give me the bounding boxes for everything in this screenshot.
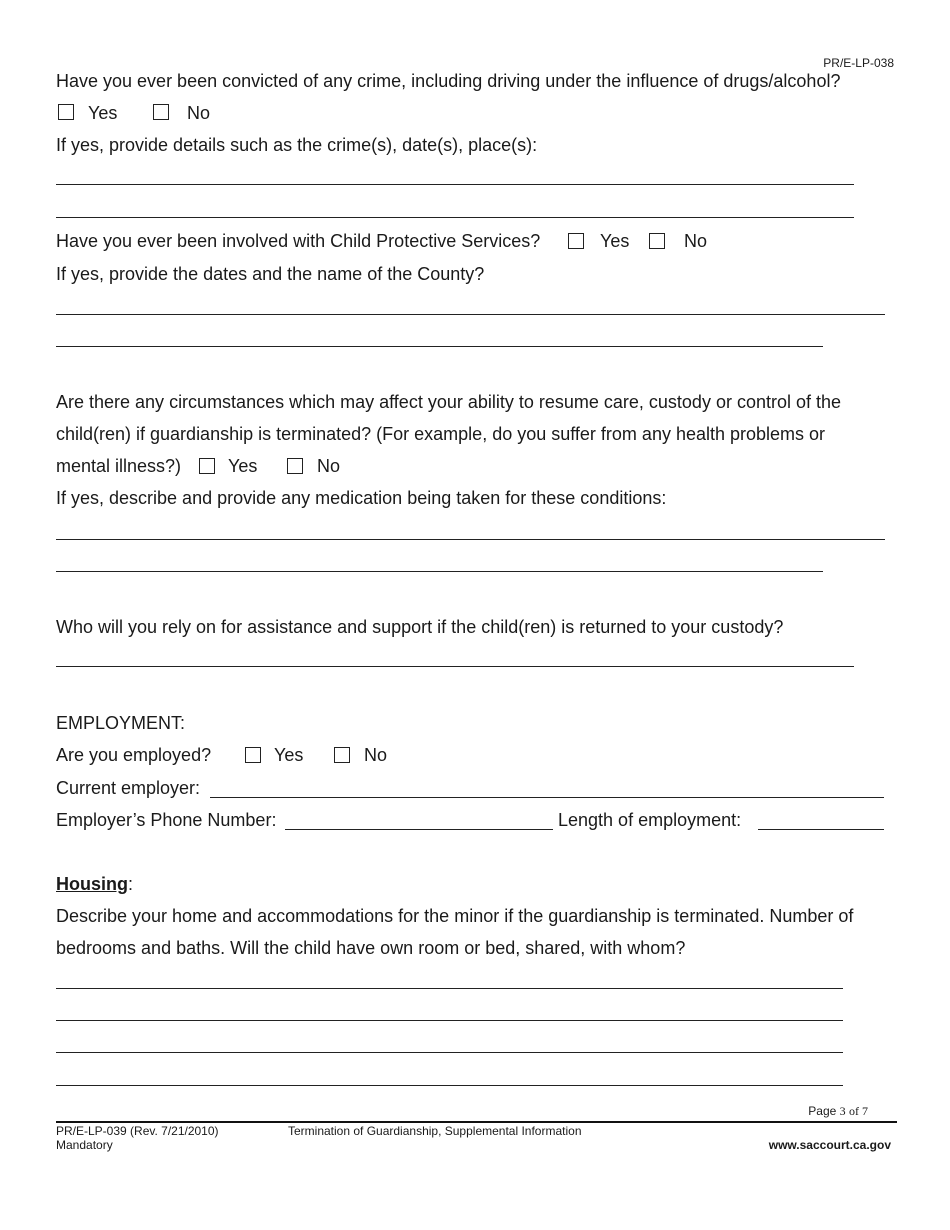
form-code: PR/E-LP-038	[823, 56, 894, 70]
housing-answer-line-4[interactable]	[56, 1085, 843, 1086]
cps-question: Have you ever been involved with Child Protective Services?	[56, 231, 541, 251]
convicted-yes-label: Yes	[88, 103, 118, 123]
employed-yes-label: Yes	[274, 745, 304, 765]
employed-no-label: No	[364, 745, 388, 765]
convicted-answer-line-2[interactable]	[56, 217, 854, 218]
footer-mandatory: Mandatory	[56, 1138, 113, 1152]
cps-no-checkbox[interactable]	[649, 233, 665, 249]
employer-phone-label: Employer’s Phone Number:	[56, 810, 277, 830]
cps-answer-line-1[interactable]	[56, 314, 885, 315]
employed-no-checkbox[interactable]	[334, 747, 350, 763]
housing-question-line-1: Describe your home and accommodations for the minor if the guardianship is terminated. Number of	[56, 906, 854, 926]
convicted-yes-checkbox[interactable]	[58, 104, 74, 120]
cps-followup: If yes, provide the dates and the name of the County?	[56, 264, 485, 284]
circumstances-yes-label: Yes	[228, 456, 258, 476]
circumstances-answer-line-2[interactable]	[56, 571, 823, 572]
page-number	[808, 1104, 868, 1119]
footer-website[interactable]: www.saccourt.ca.gov	[768, 1138, 891, 1152]
employed-question: Are you employed?	[56, 745, 212, 765]
circumstances-answer-line-1[interactable]	[56, 539, 885, 540]
circumstances-followup: If yes, describe and provide any medication being taken for these conditions:	[56, 488, 667, 508]
page-label: Page	[808, 1104, 837, 1118]
page-of: of 7	[849, 1104, 868, 1118]
circumstances-yes-checkbox[interactable]	[199, 458, 215, 474]
employer-phone-field[interactable]	[285, 829, 553, 830]
cps-yes-label: Yes	[600, 231, 630, 251]
circumstances-question-line-3: mental illness?)	[56, 456, 182, 476]
circumstances-no-label: No	[317, 456, 341, 476]
employment-length-field[interactable]	[758, 829, 884, 830]
circumstances-question-line-1: Are there any circumstances which may affect your ability to resume care, custody or control of the	[56, 392, 842, 412]
employed-yes-checkbox[interactable]	[245, 747, 261, 763]
housing-answer-line-1[interactable]	[56, 988, 843, 989]
convicted-no-label: No	[187, 103, 211, 123]
convicted-no-checkbox[interactable]	[153, 104, 169, 120]
housing-heading-colon: :	[128, 874, 134, 894]
convicted-followup: If yes, provide details such as the crime(s), date(s), place(s):	[56, 135, 538, 155]
convicted-answer-line-1[interactable]	[56, 184, 854, 185]
cps-no-label: No	[684, 231, 708, 251]
current-employer-label: Current employer:	[56, 778, 201, 798]
support-question: Who will you rely on for assistance and support if the child(ren) is returned to your custody?	[56, 617, 784, 637]
footer-divider	[56, 1121, 897, 1123]
current-employer-field[interactable]	[210, 797, 884, 798]
housing-question-line-2: bedrooms and baths. Will the child have own room or bed, shared, with whom?	[56, 938, 686, 958]
cps-answer-line-2[interactable]	[56, 346, 823, 347]
employment-length-label: Length of employment:	[558, 810, 742, 830]
housing-heading-wrap	[56, 873, 133, 895]
footer-title: Termination of Guardianship, Supplemental Information	[288, 1124, 582, 1138]
housing-answer-line-3[interactable]	[56, 1052, 843, 1053]
cps-yes-checkbox[interactable]	[568, 233, 584, 249]
page-num: 3	[839, 1104, 846, 1118]
circumstances-no-checkbox[interactable]	[287, 458, 303, 474]
employment-heading: EMPLOYMENT:	[56, 713, 186, 733]
circumstances-question-line-2: child(ren) if guardianship is terminated? (For example, do you suffer from any health problems or	[56, 424, 826, 444]
support-answer-line[interactable]	[56, 666, 854, 667]
housing-heading: Housing	[56, 874, 128, 894]
housing-answer-line-2[interactable]	[56, 1020, 843, 1021]
convicted-question: Have you ever been convicted of any crime, including driving under the influence of drugs/alcohol?	[56, 71, 841, 91]
footer-form-rev: PR/E-LP-039 (Rev. 7/21/2010)	[56, 1124, 219, 1138]
